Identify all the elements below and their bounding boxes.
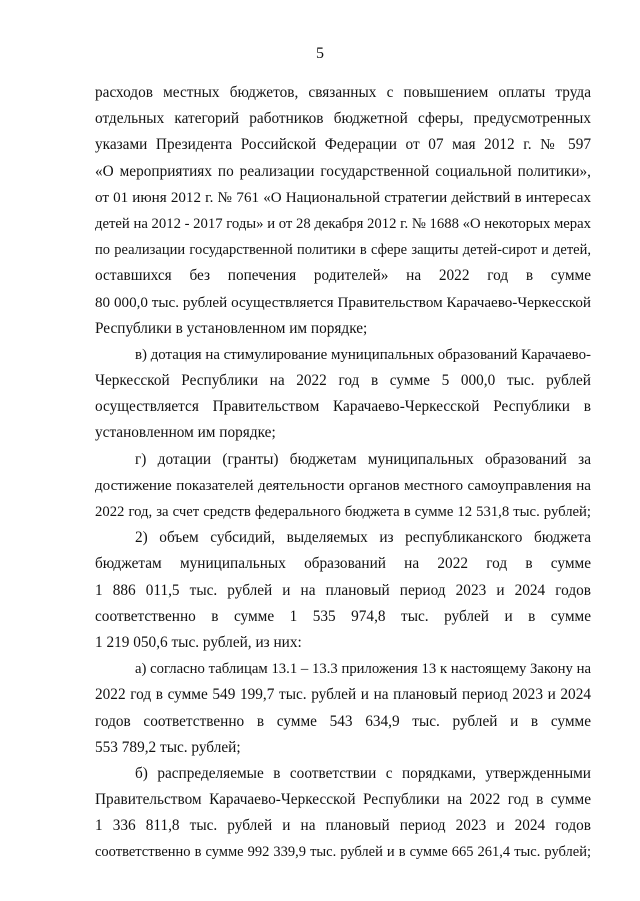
text-line: в) дотация на стимулирование муниципальных образований Карачаево-	[135, 346, 591, 363]
text-line: 1 219 050,6 тыс. рублей, из них:	[95, 633, 302, 651]
text-line: 1 886 011,5 тыс. рублей и на плановый период 2023 и 2024 годов	[95, 581, 591, 599]
text-line: осуществляется Правительством Карачаево-Черкесской Республики в	[95, 398, 591, 416]
text-line: годов соответственно в сумме 543 634,9 тыс. рублей и в сумме	[95, 712, 591, 730]
text-line: 80 000,0 тыс. рублей осуществляется Правительством Карачаево-Черкесской	[95, 294, 591, 311]
text-line: «О мероприятиях по реализации государственной социальной политики»,	[95, 162, 591, 180]
text-line: 1 336 811,8 тыс. рублей и на плановый период 2023 и 2024 годов	[95, 817, 591, 835]
text-line: соответственно в сумме 1 535 974,8 тыс. рублей и в сумме	[95, 607, 591, 625]
text-line: 2022 год в сумме 549 199,7 тыс. рублей и на плановый период 2023 и 2024	[95, 686, 591, 704]
text-line: соответственно в сумме 992 339,9 тыс. рублей и в сумме 665 261,4 тыс. рублей;	[95, 844, 591, 861]
text-line: 2022 год, за счет средств федерального бюджета в сумме 12 531,8 тыс. рублей;	[95, 504, 591, 520]
text-line: 2) объем субсидий, выделяемых из республиканского бюджета	[135, 529, 591, 547]
document-body	[95, 80, 591, 866]
text-line: Правительством Карачаево-Черкесской Республики на 2022 год в сумме	[95, 791, 591, 809]
text-line: Республики в установленном им порядке;	[95, 319, 368, 337]
text-line: оставшихся без попечения родителей» на 2022 год в сумме	[95, 267, 591, 285]
text-line: детей на 2012 - 2017 годы» и от 28 декабря 2012 г. № 1688 «О некоторых мерах	[95, 215, 591, 232]
text-line: от 01 июня 2012 г. № 761 «О Национальной стратегии действий в интересах	[95, 189, 591, 206]
text-line: установленном им порядке;	[95, 424, 276, 442]
page-number: 5	[316, 45, 324, 62]
text-line: отдельных категорий работников бюджетной сферы, предусмотренных	[95, 110, 591, 128]
text-line: расходов местных бюджетов, связанных с повышением оплаты труда	[95, 84, 591, 101]
text-line: бюджетам муниципальных образований на 2022 год в сумме	[95, 555, 591, 573]
text-line: указами Президента Российской Федерации от 07 мая 2012 г. № 597	[95, 136, 591, 154]
text-line: 553 789,2 тыс. рублей;	[95, 738, 241, 756]
text-line: достижение показателей деятельности органов местного самоуправления на	[95, 477, 591, 494]
text-line: г) дотации (гранты) бюджетам муниципальных образований за	[135, 450, 591, 468]
text-line: а) согласно таблицам 13.1 – 13.3 приложения 13 к настоящему Закону на	[135, 661, 591, 678]
text-line: б) распределяемые в соответствии с порядками, утвержденными	[135, 764, 591, 782]
text-line: по реализации государственной политики в сфере защиты детей-сирот и детей,	[95, 242, 591, 259]
text-line: Черкесской Республики на 2022 год в сумме 5 000,0 тыс. рублей	[95, 372, 591, 390]
